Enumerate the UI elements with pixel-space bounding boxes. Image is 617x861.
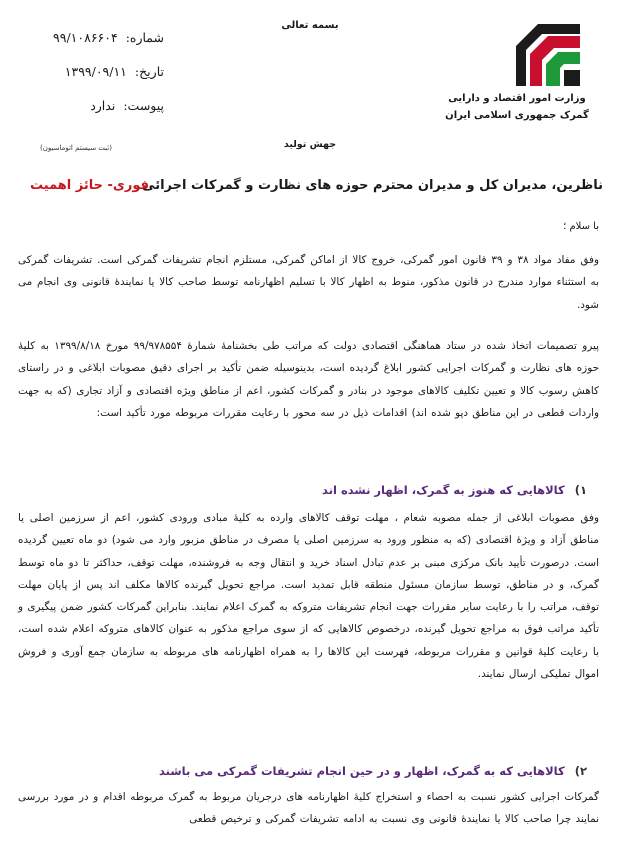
letter-date — [14, 64, 164, 79]
section-1-heading — [322, 483, 587, 497]
date-value: ۱۳۹۹/۰۹/۱۱ — [64, 64, 127, 79]
paragraph-2: پیرو تصمیمات اتخاذ شده در ستاد هماهنگی اقتصادی دولت که مراتب طی بخشنامهٔ شمارهٔ ۹۹/۹۷۸۵۵۴ مورخ ۱۳۹۹/۸/۱۸ به کلیهٔ حوزه های نظارت و گمرکات اجرایی کشور ابلاغ گردیده است، بدینوسیله ضمن تأکید بر اجرای دقیق مصوبات ابلاغی و در راستای کاهش رسوب کالا و تعیین تکلیف کالاهای موجود در بنادر و گمرکات کشور، اعم از مناطق ویژه اقتصادی و آزاد تجاری (که به جهت واردات قطعی در این مناطق دپو شده اند) اقدامات ذیل در سه محور با رعایت مقررات مربوطه مورد تأکید است: — [18, 340, 599, 419]
ministry-name — [437, 90, 597, 124]
urgency-badge: فوری- حائز اهمیت — [30, 178, 149, 193]
date-label: تاریخ: — [134, 64, 164, 79]
section-2-title: کالاهایی که به گمرک، اظهار و در حین انجام تشریفات گمرکی می باشند — [159, 764, 565, 778]
paragraph-1: وفق مفاد مواد ۳۸ و ۳۹ قانون امور گمرکی، خروج کالا از اماکن گمرکی، مستلزم انجام تشریفات گمرکی است. تشریفات گمرکی به استثناء موارد مندرج در قانون مذکور، منوط به اظهار کالا با تسلیم اظهارنامه توسط صاحب کالا یا نمایندهٔ قانونی وی انجام می شود. — [18, 254, 600, 311]
year-slogan: جهش تولید — [283, 139, 337, 150]
section-1-number: ۱) — [574, 483, 587, 497]
paragraph-4: گمرکات اجرایی کشور نسبت به احصاء و استخراج کلیهٔ اظهارنامه های درجریان مربوط به گمرک مربوطه اقدام و در مورد بررسی نمایند چرا صاحب کالا یا نمایندهٔ قانونی وی نسبت به ادامه تشریفات گمرکی و ترخیص قطعی — [18, 791, 599, 826]
attachment-value: ندارد — [90, 98, 116, 113]
greeting: با سلام ؛ — [563, 221, 599, 232]
section-2-number: ۲) — [574, 764, 587, 778]
letter-number — [14, 30, 164, 45]
system-note: (ثبت سیستم اتوماسیون) — [40, 144, 112, 152]
letter-attachment — [14, 98, 164, 113]
addressee: ناظرین، مدیران کل و مدیران محترم حوزه های نظارت و گمرکات اجرائی — [142, 178, 603, 193]
basmala: بسمه تعالی — [281, 20, 339, 31]
customs-line: گمرک جمهوری اسلامی ایران — [445, 110, 589, 121]
attachment-label: پیوست: — [123, 98, 164, 113]
paragraph-3: وفق مصوبات ابلاغی از جمله مصوبه شعام ، مهلت توقف کالاهای وارده به کلیهٔ مبادی ورودی کشور، اعم از سرزمین اصلی یا مناطق آزاد و ویژهٔ اقتصادی (که به منظور ورود به سرزمین اصلی یا مصرف در مناطق مزبور وارد می شود) دو ماه تعیین گردیده است. درصورت تأیید بانک مرکزی مبنی بر عدم تبادل اسناد خرید و انتقال وجه به فروشنده، مهلت توقف، حداکثر تا دو ماه توسط گمرک، و در مناطق، توسط سازمان مسئول منطقه قابل تمدید است. مراجع تحویل گیرنده کالاها مکلف اند پس از پایان مهلت توقف، مراتب را با رعایت سایر مقررات جهت انجام تشریفات متروکه به گمرک اعلام نمایند. بنابراین گمرکات کشور ضمن پیگیری و تأکید مراتب فوق به مراجع تحویل گیرنده، درخصوص کالاهایی که از سوی مراجع مذکور به عنوان کالاهای متروکه اعلام شده است، با رعایت کلیهٔ قوانین و مقررات مربوطه، فهرست این کالاها را به همراه اظهارنامه های مربوطه به سازمان جمع آوری و فروش اموال تملیکی ارسال نمایند. — [18, 512, 599, 681]
ministry-line: وزارت امور اقتصاد و دارایی — [448, 93, 586, 104]
customs-logo-icon — [516, 24, 580, 86]
section-1-title: کالاهایی که هنوز به گمرک، اظهار نشده اند — [322, 483, 565, 497]
section-2-heading — [159, 764, 587, 778]
logo-dark-block — [564, 70, 580, 86]
number-label: شماره: — [125, 30, 164, 45]
number-value: ۹۹/۱۰۸۶۶۰۴ — [53, 30, 118, 45]
